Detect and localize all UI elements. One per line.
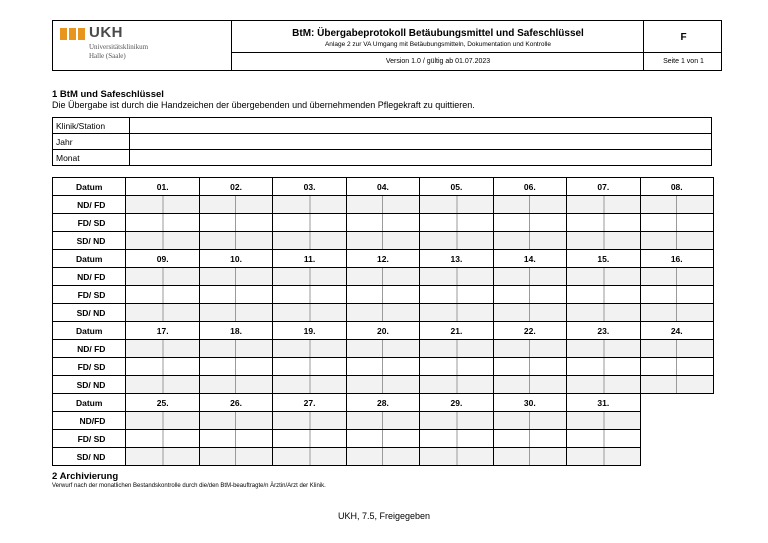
signature-cell[interactable] [640, 340, 714, 358]
signature-cell[interactable] [640, 304, 714, 322]
signature-cell[interactable] [493, 412, 566, 430]
empty-area [640, 394, 714, 466]
signature-cell[interactable] [567, 448, 640, 466]
signature-cell[interactable] [273, 232, 346, 250]
shift-label: ND/FD [53, 412, 126, 430]
signature-cell[interactable] [420, 340, 493, 358]
day-number: 28. [346, 394, 419, 412]
signature-cell[interactable] [493, 214, 566, 232]
signature-cell[interactable] [346, 196, 419, 214]
form-letter: F [680, 32, 687, 43]
info-label: Monat [53, 150, 130, 166]
page-footer: UKH, 7.5, Freigegeben [337, 511, 431, 521]
document-title: BtM: Übergabeprotokoll Betäubungsmittel und Safeschlüssel [292, 28, 584, 39]
date-row-label: Datum [53, 394, 126, 412]
signature-cell[interactable] [199, 268, 272, 286]
day-number: 18. [199, 322, 272, 340]
day-number: 31. [567, 394, 640, 412]
day-number: 11. [273, 250, 346, 268]
day-number: 25. [126, 394, 199, 412]
day-number: 02. [199, 178, 272, 196]
date-row [53, 250, 714, 268]
signature-cell[interactable] [199, 358, 272, 376]
day-number: 22. [493, 322, 566, 340]
shift-label: FD/ SD [53, 286, 126, 304]
signature-cell[interactable] [420, 268, 493, 286]
shift-row [53, 196, 714, 214]
header-divider [231, 52, 721, 53]
signature-cell[interactable] [126, 430, 199, 448]
day-number: 03. [273, 178, 346, 196]
logo-text: UKH [89, 24, 123, 41]
day-number: 13. [420, 250, 493, 268]
day-number: 15. [567, 250, 640, 268]
info-label: Jahr [53, 134, 130, 150]
shift-row [53, 232, 714, 250]
day-number: 27. [273, 394, 346, 412]
signature-cell[interactable] [346, 286, 419, 304]
signature-cell[interactable] [640, 214, 714, 232]
shift-row [53, 340, 714, 358]
shift-label: FD/ SD [53, 430, 126, 448]
signature-cell[interactable] [273, 268, 346, 286]
day-number: 06. [493, 178, 566, 196]
section1-title: 1 BtM und Safeschlüssel [52, 89, 164, 100]
signature-cell[interactable] [273, 196, 346, 214]
day-number: 07. [567, 178, 640, 196]
signature-cell[interactable] [420, 430, 493, 448]
signature-cell[interactable] [493, 232, 566, 250]
date-row [53, 394, 714, 412]
date-row [53, 178, 714, 196]
shift-label: ND/ FD [53, 340, 126, 358]
signature-cell[interactable] [420, 232, 493, 250]
signature-cell[interactable] [199, 340, 272, 358]
signature-cell[interactable] [199, 448, 272, 466]
signature-cell[interactable] [273, 286, 346, 304]
signature-cell[interactable] [346, 430, 419, 448]
signature-cell[interactable] [493, 358, 566, 376]
signature-cell[interactable] [493, 304, 566, 322]
signature-cell[interactable] [273, 304, 346, 322]
signature-cell[interactable] [199, 196, 272, 214]
section2-title: 2 Archivierung [52, 471, 119, 482]
signature-cell[interactable] [199, 304, 272, 322]
signature-cell[interactable] [567, 214, 640, 232]
day-number: 14. [493, 250, 566, 268]
shift-label: ND/ FD [53, 268, 126, 286]
shift-row [53, 304, 714, 322]
signature-cell[interactable] [493, 430, 566, 448]
day-number: 12. [346, 250, 419, 268]
ukh-logo [53, 21, 155, 70]
signature-cell[interactable] [346, 448, 419, 466]
signature-cell[interactable] [567, 376, 640, 394]
shift-row [53, 358, 714, 376]
signature-cell[interactable] [346, 376, 419, 394]
signature-cell[interactable] [273, 448, 346, 466]
shift-row [53, 448, 714, 466]
signature-cell[interactable] [273, 430, 346, 448]
signature-cell[interactable] [420, 448, 493, 466]
shift-label: SD/ ND [53, 448, 126, 466]
info-row [53, 150, 712, 166]
day-number: 09. [126, 250, 199, 268]
signature-cell[interactable] [640, 358, 714, 376]
shift-label: FD/ SD [53, 214, 126, 232]
shift-row [53, 286, 714, 304]
shift-row [53, 214, 714, 232]
info-value-field[interactable] [130, 118, 712, 134]
day-number: 26. [199, 394, 272, 412]
signature-cell[interactable] [640, 286, 714, 304]
signature-cell[interactable] [567, 304, 640, 322]
day-number: 05. [420, 178, 493, 196]
signature-cell[interactable] [493, 376, 566, 394]
signature-cell[interactable] [199, 232, 272, 250]
day-number: 16. [640, 250, 714, 268]
signature-cell[interactable] [273, 214, 346, 232]
signature-cell[interactable] [346, 412, 419, 430]
signature-cell[interactable] [126, 376, 199, 394]
signature-cell[interactable] [126, 412, 199, 430]
date-row-label: Datum [53, 178, 126, 196]
day-number: 01. [126, 178, 199, 196]
info-table [52, 117, 712, 166]
signature-cell[interactable] [640, 268, 714, 286]
signature-cell[interactable] [346, 340, 419, 358]
page-number: Seite 1 von 1 [663, 58, 704, 65]
signature-cell[interactable] [420, 304, 493, 322]
signature-cell[interactable] [126, 358, 199, 376]
signature-cell[interactable] [273, 376, 346, 394]
signature-cell[interactable] [567, 268, 640, 286]
shift-label: FD/ SD [53, 358, 126, 376]
signature-cell[interactable] [567, 430, 640, 448]
info-label: Klinik/Station [53, 118, 130, 134]
logo-bars-icon [60, 28, 87, 40]
signature-cell[interactable] [273, 340, 346, 358]
shift-row [53, 376, 714, 394]
document-version: Version 1.0 / gültig ab 01.07.2023 [385, 58, 491, 65]
signature-cell[interactable] [493, 448, 566, 466]
signature-cell[interactable] [199, 412, 272, 430]
signature-cell[interactable] [346, 304, 419, 322]
signature-cell[interactable] [420, 376, 493, 394]
signature-cell[interactable] [420, 286, 493, 304]
day-number: 17. [126, 322, 199, 340]
info-row [53, 118, 712, 134]
signature-cell[interactable] [126, 448, 199, 466]
shift-label: SD/ ND [53, 376, 126, 394]
shift-label: SD/ ND [53, 232, 126, 250]
signature-cell[interactable] [126, 232, 199, 250]
day-number: 30. [493, 394, 566, 412]
date-row-label: Datum [53, 322, 126, 340]
signature-cell[interactable] [126, 340, 199, 358]
signature-cell[interactable] [567, 286, 640, 304]
shift-row [53, 430, 714, 448]
signature-cell[interactable] [567, 196, 640, 214]
signature-cell[interactable] [567, 358, 640, 376]
signature-cell[interactable] [640, 232, 714, 250]
day-number: 29. [420, 394, 493, 412]
signature-cell[interactable] [199, 286, 272, 304]
signature-cell[interactable] [640, 376, 714, 394]
signature-cell[interactable] [346, 268, 419, 286]
signature-cell[interactable] [493, 286, 566, 304]
document-subtitle: Anlage 2 zur VA Umgang mit Betäubungsmitteln, Dokumentation und Kontrolle [324, 41, 552, 48]
day-number: 23. [567, 322, 640, 340]
signature-cell[interactable] [126, 214, 199, 232]
info-value-field[interactable] [130, 150, 712, 166]
day-number: 19. [273, 322, 346, 340]
signature-cell[interactable] [346, 358, 419, 376]
shift-row [53, 268, 714, 286]
shift-label: ND/ FD [53, 196, 126, 214]
signature-cell[interactable] [640, 196, 714, 214]
signature-cell[interactable] [420, 196, 493, 214]
signature-cell[interactable] [493, 340, 566, 358]
signature-cell[interactable] [493, 268, 566, 286]
signature-cell[interactable] [420, 214, 493, 232]
signature-cell[interactable] [199, 430, 272, 448]
day-number: 20. [346, 322, 419, 340]
signature-cell[interactable] [420, 358, 493, 376]
day-number: 08. [640, 178, 714, 196]
logo-subtitle-line2: Halle (Saale) [89, 52, 126, 60]
signature-cell[interactable] [199, 214, 272, 232]
signature-cell[interactable] [493, 196, 566, 214]
day-number: 10. [199, 250, 272, 268]
document-header [52, 20, 722, 71]
shift-label: SD/ ND [53, 304, 126, 322]
signature-cell[interactable] [199, 376, 272, 394]
handover-grid [52, 177, 714, 466]
signature-cell[interactable] [567, 232, 640, 250]
signature-cell[interactable] [126, 304, 199, 322]
signature-cell[interactable] [420, 412, 493, 430]
signature-cell[interactable] [567, 340, 640, 358]
signature-cell[interactable] [126, 268, 199, 286]
shift-row [53, 412, 714, 430]
section2-description: Verwurf nach der monatlichen Bestandskontrolle durch die/den BtM-beauftragte/n Ärztin/Arzt der Klinik. [52, 483, 326, 489]
signature-cell[interactable] [346, 214, 419, 232]
day-number: 24. [640, 322, 714, 340]
info-row [53, 134, 712, 150]
info-value-field[interactable] [130, 134, 712, 150]
signature-cell[interactable] [273, 412, 346, 430]
signature-cell[interactable] [346, 232, 419, 250]
signature-cell[interactable] [567, 412, 640, 430]
logo-subtitle-line1: Universitätsklinikum [89, 43, 149, 51]
date-row-label: Datum [53, 250, 126, 268]
date-row [53, 322, 714, 340]
section1-description: Die Übergabe ist durch die Handzeichen der übergebenden und übernehmenden Pflegekraft zu quittieren. [52, 100, 475, 110]
signature-cell[interactable] [126, 196, 199, 214]
day-number: 21. [420, 322, 493, 340]
day-number: 04. [346, 178, 419, 196]
signature-cell[interactable] [126, 286, 199, 304]
signature-cell[interactable] [273, 358, 346, 376]
